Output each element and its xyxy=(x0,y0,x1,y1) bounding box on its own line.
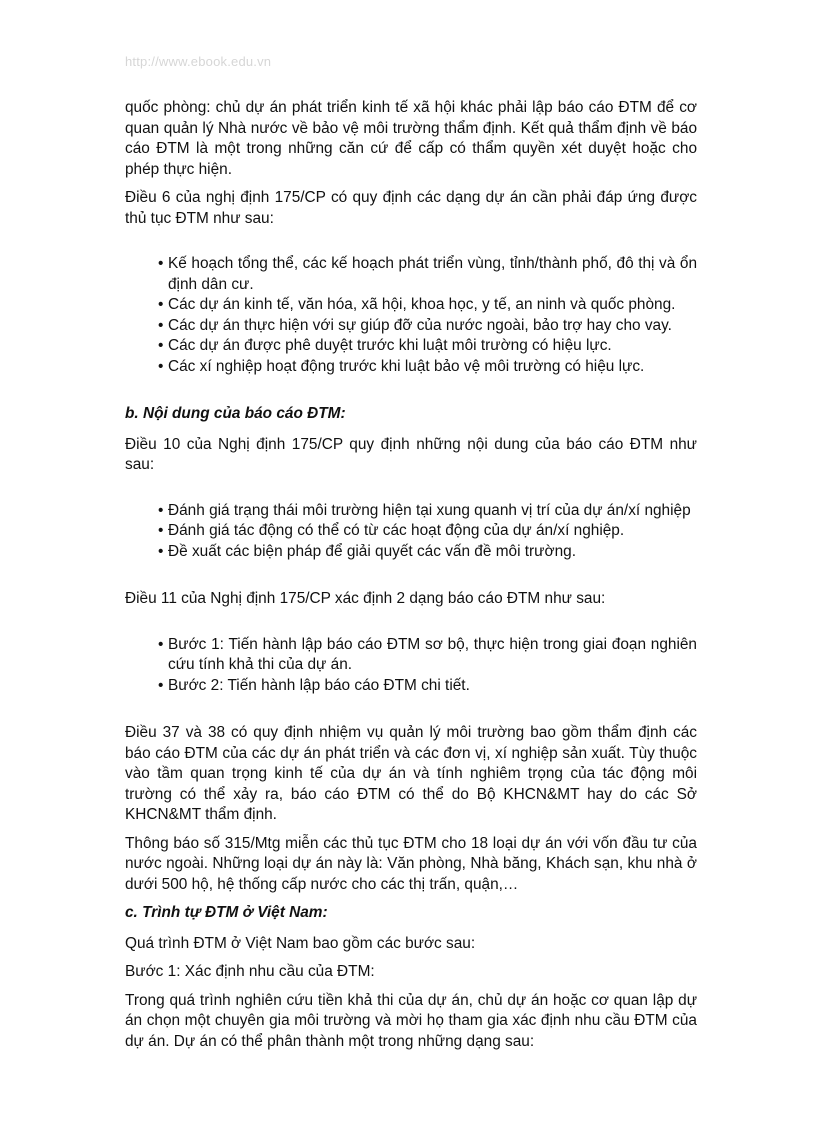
bullet-icon: • xyxy=(158,337,164,354)
paragraph-3: Điều 10 của Nghị định 175/CP quy định những nội dung của báo cáo ĐTM như sau: xyxy=(125,435,697,473)
list-item: • Bước 1: Tiến hành lập báo cáo ĐTM sơ bộ, thực hiện trong giai đoạn nghiên cứu tính khả thi của dự án. xyxy=(158,635,697,673)
bullet-icon: • xyxy=(158,316,164,334)
document-page xyxy=(125,98,697,1060)
paragraph-7: Quá trình ĐTM ở Việt Nam bao gồm các bước sau: xyxy=(125,934,476,952)
list-item: • Đánh giá tác động có thể có từ các hoạt động của dự án/xí nghiệp. xyxy=(125,521,697,542)
bullet-icon: • xyxy=(158,635,164,653)
list-item: • Đánh giá trạng thái môi trường hiện tại xung quanh vị trí của dự án/xí nghiệp xyxy=(125,501,697,522)
paragraph-4: Điều 11 của Nghị định 175/CP xác định 2 dạng báo cáo ĐTM như sau: xyxy=(125,590,606,607)
list-item: • Bước 2: Tiến hành lập báo cáo ĐTM chi tiết. xyxy=(125,676,697,697)
paragraph-9: Trong quá trình nghiên cứu tiền khả thi của dự án, chủ dự án hoặc cơ quan lập dự án chọn một chuyên gia môi trường và mời họ tham gia xác định nhu cầu ĐTM của dự án. Dự án có thể phân thành một trong những dạng sau: xyxy=(125,991,697,1050)
paragraph-1: quốc phòng: chủ dự án phát triển kinh tế xã hội khác phải lập báo cáo ĐTM để cơ quan quản lý Nhà nước về bảo vệ môi trường thẩm định. Kết quả thẩm định về báo cáo ĐTM là một trong những căn cứ để cấp có thẩm quyền xét duyệt hoặc cho phép thực hiện. xyxy=(125,99,697,178)
list-item: • Đề xuất các biện pháp để giải quyết các vấn đề môi trường. xyxy=(125,542,697,563)
list-item: • Các dự án được phê duyệt trước khi luật môi trường có hiệu lực. xyxy=(125,336,697,357)
section-heading-b: b. Nội dung của báo cáo ĐTM: xyxy=(125,405,346,422)
bullet-list-report-types xyxy=(125,635,697,697)
bullet-list-project-types xyxy=(125,254,697,377)
bullet-icon: • xyxy=(158,255,164,272)
paragraph-5: Điều 37 và 38 có quy định nhiệm vụ quản lý môi trường bao gồm thẩm định các báo cáo ĐTM của các dự án phát triển và các đơn vị, xí nghiệp sản xuất. Tùy thuộc vào tầm quan trọng kinh tế của dự án và tính nghiêm trọng của tác động môi trường có thể xảy ra, báo cáo ĐTM có thể do Bộ KHCN&MT hay do các Sở KHCN&MT thẩm định. xyxy=(125,724,697,823)
bullet-icon: • xyxy=(158,501,164,519)
bullet-icon: • xyxy=(158,296,164,313)
list-item: • Các dự án thực hiện với sự giúp đỡ của nước ngoài, bảo trợ hay cho vay. xyxy=(125,316,697,337)
list-item: • Các xí nghiệp hoạt động trước khi luật bảo vệ môi trường có hiệu lực. xyxy=(125,357,697,378)
list-item: • Kế hoạch tổng thể, các kế hoạch phát triển vùng, tỉnh/thành phố, đô thị và ổn định dân cư. xyxy=(158,255,697,293)
bullet-icon: • xyxy=(158,357,164,375)
paragraph-8: Bước 1: Xác định nhu cầu của ĐTM: xyxy=(125,963,375,980)
paragraph-6: Thông báo số 315/Mtg miễn các thủ tục ĐTM cho 18 loại dự án với vốn đầu tư của nước ngoài. Những loại dự án này là: Văn phòng, Nhà băng, Khách sạn, khu nhà ở dưới 500 hộ, hệ thống cấp nước cho các thị trấn, quận,… xyxy=(125,834,697,893)
bullet-list-report-contents xyxy=(125,501,697,563)
list-item: • Các dự án kinh tế, văn hóa, xã hội, khoa học, y tế, an ninh và quốc phòng. xyxy=(125,295,697,316)
bullet-icon: • xyxy=(158,676,164,694)
watermark-url: http://www.ebook.edu.vn xyxy=(125,54,272,69)
bullet-icon: • xyxy=(158,522,164,539)
section-heading-c: c. Trình tự ĐTM ở Việt Nam: xyxy=(125,904,328,921)
bullet-icon: • xyxy=(158,542,164,560)
paragraph-2: Điều 6 của nghị định 175/CP có quy định các dạng dự án cần phải đáp ứng được thủ tục ĐTM như sau: xyxy=(125,189,697,227)
